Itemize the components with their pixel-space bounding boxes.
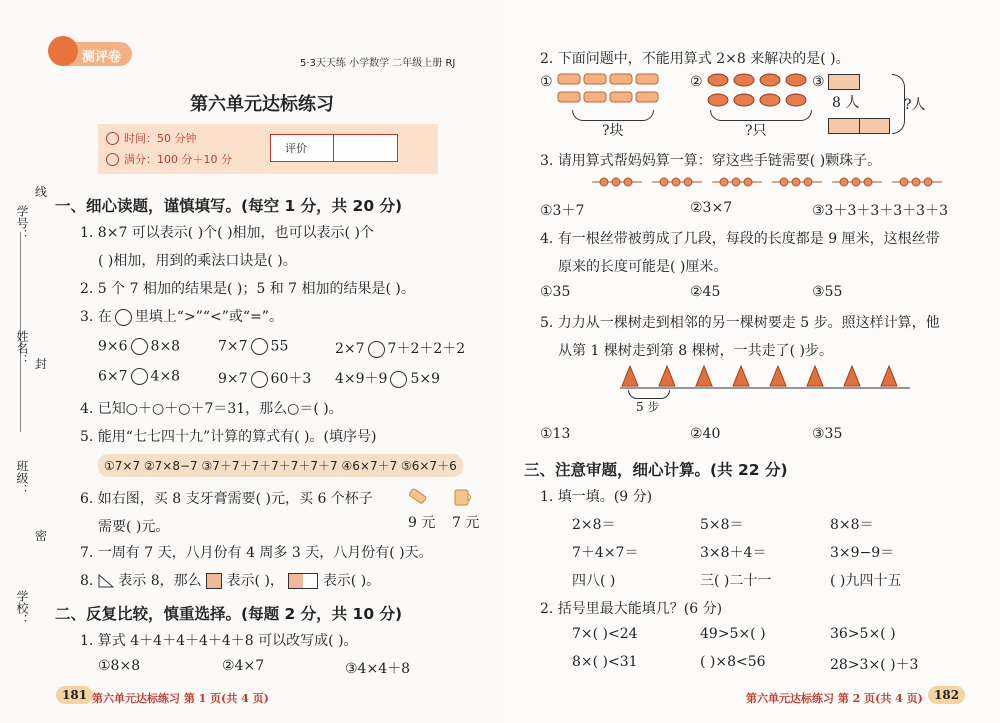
s2-q5-opt1[interactable]: ①13 xyxy=(540,426,571,442)
right-page xyxy=(500,0,1000,723)
q1-line2: ( )相加，用到的乘法口诀是( )。 xyxy=(98,253,297,269)
q2-label3: 8 人 xyxy=(832,95,860,111)
square-icon xyxy=(206,573,222,589)
info-box xyxy=(98,124,438,174)
q2-label1: ?块 xyxy=(602,123,624,139)
compare-6: 4×9＋9 5×9 xyxy=(335,371,440,387)
rectangle-icon xyxy=(288,573,318,589)
calc-r2-c1[interactable]: 7＋4×7＝ xyxy=(572,545,639,561)
s2-q4-line2: 原来的长度可能是( )厘米。 xyxy=(558,259,728,275)
ineq-r1-c2[interactable]: 49>5×( ) xyxy=(700,626,766,642)
badge xyxy=(52,42,132,66)
student-number-label: 学号： xyxy=(15,205,29,241)
calc-r1-c1[interactable]: 2×8＝ xyxy=(572,517,616,533)
circle-icon xyxy=(115,309,132,326)
s2-q5-line1: 5. 力力从一棵树走到相邻的另一棵树要走 5 步。照这样计算，他 xyxy=(540,315,940,331)
binding-mi: 密 xyxy=(35,529,48,543)
cup-icon xyxy=(452,486,474,508)
ineq-r2-c3[interactable]: 28>3×( )＋3 xyxy=(830,657,919,673)
price-cup: 7 元 xyxy=(452,515,480,531)
q2: 2. 5 个 7 相加的结果是( )；5 和 7 相加的结果是( )。 xyxy=(80,281,415,297)
s2-q3: 3. 请用算式帮妈妈算一算：穿这些手链需要( )颗珠子。 xyxy=(540,153,882,169)
q2-option1-num[interactable]: ① xyxy=(540,74,553,90)
bracelets-icon xyxy=(592,174,952,188)
name-label: 姓名： xyxy=(15,330,29,366)
compare-4: 6×7 4×8 xyxy=(98,368,181,385)
s2-q1: 1. 算式 4＋4＋4＋4＋4＋8 可以改写成( )。 xyxy=(80,633,358,649)
s2-q4-line1: 4. 有一根丝带被剪成了几段，每段的长度都是 9 厘米，这根丝带 xyxy=(540,231,940,247)
s2-q5-opt3[interactable]: ③35 xyxy=(812,426,843,442)
section-2-title: 二、反复比较，慎重选择。(每题 2 分，共 10 分) xyxy=(55,605,403,623)
mascot-icon xyxy=(48,36,78,66)
compare-2: 7×7 55 xyxy=(218,338,289,355)
q2-label2: ?只 xyxy=(745,123,767,139)
q5-options: ①7×7 ②7×8−7 ③7＋7＋7＋7＋7＋7＋7 ④6×7＋7 ⑤6×7＋6 xyxy=(98,454,463,477)
ineq-r1-c1[interactable]: 7×( )<24 xyxy=(572,626,638,642)
q8: 8. 表示 8，那么 表示( )， 表示( )。 xyxy=(80,573,381,589)
s2-q3-opt1[interactable]: ①3＋7 xyxy=(540,203,585,219)
q7: 7. 一周有 7 天，八月份有 4 周多 3 天，八月份有( )天。 xyxy=(80,545,433,561)
school-label: 学校： xyxy=(15,590,29,626)
answer-circle[interactable] xyxy=(390,371,407,388)
badge-label: 测评卷 xyxy=(82,50,122,65)
page-number-right: 182 xyxy=(928,686,965,704)
footer-right: 第六单元达标练习 第 2 页(共 4 页) xyxy=(746,692,923,705)
ineq-r1-c3[interactable]: 36>5×( ) xyxy=(830,626,896,642)
eval-label: 评价 xyxy=(285,142,307,155)
calc-r3-c2[interactable]: 三( )二十一 xyxy=(700,573,772,589)
s3-q1: 1. 填一填。(9 分) xyxy=(540,489,653,505)
q1-line1: 1. 8×7 可以表示( )个( )相加，也可以表示( )个 xyxy=(80,225,374,241)
s2-q3-opt2[interactable]: ②3×7 xyxy=(690,200,733,216)
compare-5: 9×7 60＋3 xyxy=(218,371,312,387)
q5: 5. 能用“七七四十九”计算的算式有( )。(填序号) xyxy=(80,429,377,445)
calc-r1-c2[interactable]: 5×8＝ xyxy=(700,517,744,533)
clock-icon xyxy=(106,132,119,145)
q4: 4. 已知○＋○＋○＋7＝31，那么○＝( )。 xyxy=(80,401,343,417)
series-label: 5·3天天练 小学数学 二年级上册 RJ xyxy=(300,58,456,69)
answer-circle[interactable] xyxy=(251,338,268,355)
price-toothpaste: 9 元 xyxy=(408,515,436,531)
steps-label: 5 步 xyxy=(636,400,660,414)
answer-circle[interactable] xyxy=(368,341,385,358)
s2-q1-opt3[interactable]: ③4×4＋8 xyxy=(345,661,411,677)
bar-bottom xyxy=(828,118,890,134)
trees-icon xyxy=(620,364,910,390)
footer-left: 第六单元达标练习 第 1 页(共 4 页) xyxy=(92,692,269,705)
q2-label4: ?人 xyxy=(904,97,926,113)
birds-icon xyxy=(706,72,816,112)
calc-r3-c1[interactable]: 四八( ) xyxy=(572,573,616,589)
biscuits-icon xyxy=(556,72,666,112)
s2-q5-line2: 从第 1 棵树走到第 8 棵树，一共走了( )步。 xyxy=(558,343,833,359)
compare-1: 9×6 8×8 xyxy=(98,338,181,355)
calc-r2-c2[interactable]: 3×8＋4＝ xyxy=(700,545,767,561)
ineq-r2-c2[interactable]: ( )×8<56 xyxy=(700,654,766,670)
ineq-r2-c1[interactable]: 8×( )<31 xyxy=(572,654,638,670)
calc-r3-c3[interactable]: ( )九四十五 xyxy=(830,573,902,589)
calc-r2-c3[interactable]: 3×9−9＝ xyxy=(830,545,895,561)
q2-option2-num[interactable]: ② xyxy=(690,74,703,90)
section-3-title: 三、注意审题，细心计算。(共 22 分) xyxy=(524,461,788,479)
q6-line2: 需要( )元。 xyxy=(98,519,170,535)
calc-r1-c3[interactable]: 8×8＝ xyxy=(830,517,874,533)
binding-feng: 封 xyxy=(35,357,48,371)
answer-circle[interactable] xyxy=(131,338,148,355)
triangle-icon xyxy=(98,574,114,588)
q6-line1: 6. 如右图，买 8 支牙膏需要( )元，买 6 个杯子 xyxy=(80,491,373,507)
page-number-left: 181 xyxy=(56,686,93,704)
s2-q1-opt2[interactable]: ②4×7 xyxy=(222,658,265,674)
toothpaste-icon xyxy=(406,486,428,508)
s2-q1-opt1[interactable]: ①8×8 xyxy=(98,658,141,674)
eval-box xyxy=(270,134,398,162)
score-label: 满分：100 分＋10 分 xyxy=(124,153,232,166)
s2-q4-opt1[interactable]: ①35 xyxy=(540,284,571,300)
bar-top xyxy=(828,74,860,90)
s2-q5-opt2[interactable]: ②40 xyxy=(690,426,721,442)
s2-q3-opt3[interactable]: ③3＋3＋3＋3＋3＋3 xyxy=(812,203,948,219)
time-label: 时间：50 分钟 xyxy=(124,132,197,145)
compare-3: 2×7 7＋2＋2＋2 xyxy=(335,341,466,357)
check-icon xyxy=(106,153,119,166)
s2-q4-opt3[interactable]: ③55 xyxy=(812,284,843,300)
answer-circle[interactable] xyxy=(251,371,268,388)
s2-q2: 2. 下面问题中，不能用算式 2×8 来解决的是( )。 xyxy=(540,51,850,67)
q2-option3-num[interactable]: ③ xyxy=(812,74,825,90)
binding-xian: 线 xyxy=(35,185,48,199)
q3: 3. 在 里填上“>”“<”或“=”。 xyxy=(80,309,283,325)
s3-q2: 2. 括号里最大能填几？(6 分) xyxy=(540,601,723,617)
class-label: 班级： xyxy=(15,460,29,496)
answer-circle[interactable] xyxy=(131,368,148,385)
section-1-title: 一、细心读题，谨慎填写。(每空 1 分，共 20 分) xyxy=(55,197,403,215)
page-title: 第六单元达标练习 xyxy=(190,94,334,115)
s2-q4-opt2[interactable]: ②45 xyxy=(690,284,721,300)
